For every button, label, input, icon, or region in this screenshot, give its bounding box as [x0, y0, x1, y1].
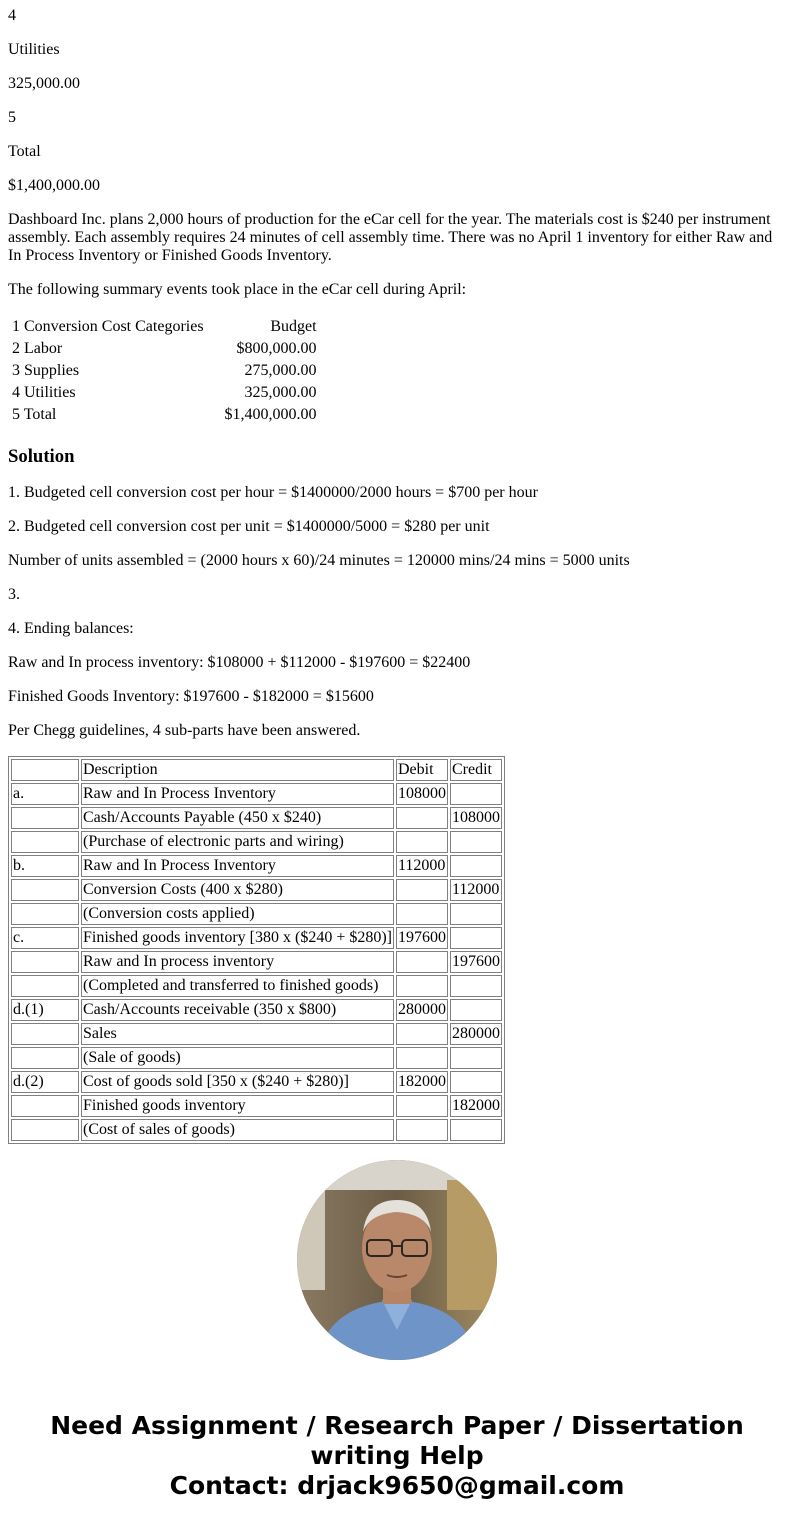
- credit-cell: 197600: [450, 951, 502, 973]
- debit-cell: [396, 1023, 448, 1045]
- description-cell: Raw and In Process Inventory: [81, 783, 394, 805]
- budget-label: 3 Supplies: [12, 362, 80, 379]
- banner-line-1: Need Assignment / Research Paper / Dissertation: [50, 1411, 744, 1440]
- top-line-6: $1,400,000.00: [8, 177, 100, 194]
- budget-amount: 275,000.00: [244, 362, 317, 379]
- credit-cell: [450, 903, 502, 925]
- credit-cell: [450, 1047, 502, 1069]
- entry-label-cell: c.: [11, 927, 79, 949]
- debit-cell: 280000: [396, 999, 448, 1021]
- table-row: [11, 1023, 502, 1045]
- budget-amount: Budget: [270, 318, 317, 335]
- entry-label-cell: b.: [11, 855, 79, 877]
- header-cell: [11, 759, 79, 781]
- debit-cell: [396, 1095, 448, 1117]
- entry-label-cell: [11, 831, 79, 853]
- solution-line: 4. Ending balances:: [8, 620, 134, 637]
- table-row: [11, 361, 318, 381]
- description-cell: Finished goods inventory: [81, 1095, 394, 1117]
- top-line-1: 4: [8, 7, 16, 24]
- debit-cell: [396, 879, 448, 901]
- table-row: [11, 999, 502, 1021]
- table-row: [11, 783, 502, 805]
- credit-cell: [450, 783, 502, 805]
- table-row: [11, 339, 318, 359]
- description-cell: (Sale of goods): [81, 1047, 394, 1069]
- table-row: [11, 855, 502, 877]
- debit-cell: [396, 903, 448, 925]
- credit-cell: 280000: [450, 1023, 502, 1045]
- debit-cell: 182000: [396, 1071, 448, 1093]
- solution-line: Raw and In process inventory: $108000 + $112000 - $197600 = $22400: [8, 654, 471, 671]
- budget-amount: $800,000.00: [236, 340, 317, 357]
- top-line-2: Utilities: [8, 41, 60, 58]
- table-row: [11, 831, 502, 853]
- solution-line: 2. Budgeted cell conversion cost per unit = $1400000/5000 = $280 per unit: [8, 518, 490, 535]
- table-row: [11, 927, 502, 949]
- table-row: [11, 879, 502, 901]
- solution-line: Number of units assembled = (2000 hours x 60)/24 minutes = 120000 mins/24 mins = 5000 units: [8, 552, 630, 569]
- solution-line: Finished Goods Inventory: $197600 - $182000 = $15600: [8, 688, 374, 705]
- events-paragraph: The following summary events took place in the eCar cell during April:: [8, 281, 467, 298]
- entry-label-cell: d.(1): [11, 999, 79, 1021]
- header-cell: Description: [81, 759, 394, 781]
- entry-label-cell: [11, 879, 79, 901]
- budget-label: 2 Labor: [12, 340, 63, 357]
- budget-label: 5 Total: [12, 406, 57, 423]
- avatar-photo: [297, 1160, 497, 1360]
- credit-cell: [450, 855, 502, 877]
- budget-amount: $1,400,000.00: [224, 406, 317, 423]
- credit-cell: 108000: [450, 807, 502, 829]
- credit-cell: 182000: [450, 1095, 502, 1117]
- entry-label-cell: [11, 1095, 79, 1117]
- solution-line: 1. Budgeted cell conversion cost per hour = $1400000/2000 hours = $700 per hour: [8, 484, 538, 501]
- description-cell: Sales: [81, 1023, 394, 1045]
- table-header-row: [11, 759, 502, 781]
- budget-label: 1 Conversion Cost Categories: [12, 318, 204, 335]
- entry-label-cell: [11, 807, 79, 829]
- description-cell: Cost of goods sold [350 x ($240 + $280)]: [81, 1071, 394, 1093]
- journal-table: [8, 756, 505, 1144]
- avatar: [297, 1160, 497, 1360]
- debit-cell: 197600: [396, 927, 448, 949]
- table-row: [11, 903, 502, 925]
- debit-cell: [396, 1047, 448, 1069]
- solution-line: 3.: [8, 586, 20, 603]
- table-row: [11, 807, 502, 829]
- table-row: [11, 1095, 502, 1117]
- entry-label-cell: a.: [11, 783, 79, 805]
- credit-cell: [450, 1119, 502, 1141]
- description-cell: (Completed and transferred to finished goods): [81, 975, 394, 997]
- entry-label-cell: [11, 903, 79, 925]
- debit-cell: 108000: [396, 783, 448, 805]
- debit-cell: [396, 975, 448, 997]
- debit-cell: [396, 807, 448, 829]
- debit-cell: [396, 831, 448, 853]
- credit-cell: 112000: [450, 879, 502, 901]
- description-cell: Cash/Accounts receivable (350 x $800): [81, 999, 394, 1021]
- entry-label-cell: [11, 951, 79, 973]
- header-cell: Credit: [450, 759, 502, 781]
- entry-label-cell: [11, 1023, 79, 1045]
- entry-label-cell: [11, 1119, 79, 1141]
- description-cell: (Purchase of electronic parts and wiring): [81, 831, 394, 853]
- entry-label-cell: d.(2): [11, 1071, 79, 1093]
- solution-line: Per Chegg guidelines, 4 sub-parts have been answered.: [8, 722, 361, 739]
- header-cell: Debit: [396, 759, 448, 781]
- description-cell: Raw and In Process Inventory: [81, 855, 394, 877]
- top-line-5: Total: [8, 143, 41, 160]
- description-cell: Raw and In process inventory: [81, 951, 394, 973]
- description-cell: Finished goods inventory [380 x ($240 + $280)]: [81, 927, 394, 949]
- table-row: [11, 1071, 502, 1093]
- budget-table: [9, 315, 320, 427]
- credit-cell: [450, 975, 502, 997]
- debit-cell: [396, 951, 448, 973]
- budget-label: 4 Utilities: [12, 384, 76, 401]
- description-cell: (Conversion costs applied): [81, 903, 394, 925]
- credit-cell: [450, 927, 502, 949]
- credit-cell: [450, 1071, 502, 1093]
- banner-line-3: Contact: drjack9650@gmail.com: [169, 1471, 625, 1500]
- debit-cell: 112000: [396, 855, 448, 877]
- table-row: [11, 405, 318, 425]
- table-row: [11, 317, 318, 337]
- entry-label-cell: [11, 1047, 79, 1069]
- credit-cell: [450, 831, 502, 853]
- entry-label-cell: [11, 975, 79, 997]
- top-line-3: 325,000.00: [8, 75, 80, 92]
- debit-cell: [396, 1119, 448, 1141]
- intro-paragraph: Dashboard Inc. plans 2,000 hours of production for the eCar cell for the year. The materials cost is $240 per instrument assembly. Each assembly requires 24 minutes of cell assembly time. There was no April 1 inventory for either Raw and In Process Inventory or Finished Goods Inventory.: [8, 211, 773, 264]
- table-row: [11, 951, 502, 973]
- table-row: [11, 1047, 502, 1069]
- banner-line-2: writing Help: [310, 1441, 484, 1470]
- table-row: [11, 383, 318, 403]
- description-cell: Conversion Costs (400 x $280): [81, 879, 394, 901]
- solution-heading: Solution: [8, 446, 75, 467]
- table-row: [11, 1119, 502, 1141]
- top-line-4: 5: [8, 109, 16, 126]
- document: [0, 7, 794, 1144]
- budget-amount: 325,000.00: [244, 384, 317, 401]
- contact-banner: [0, 1411, 794, 1501]
- description-cell: Cash/Accounts Payable (450 x $240): [81, 807, 394, 829]
- description-cell: (Cost of sales of goods): [81, 1119, 394, 1141]
- table-row: [11, 975, 502, 997]
- credit-cell: [450, 999, 502, 1021]
